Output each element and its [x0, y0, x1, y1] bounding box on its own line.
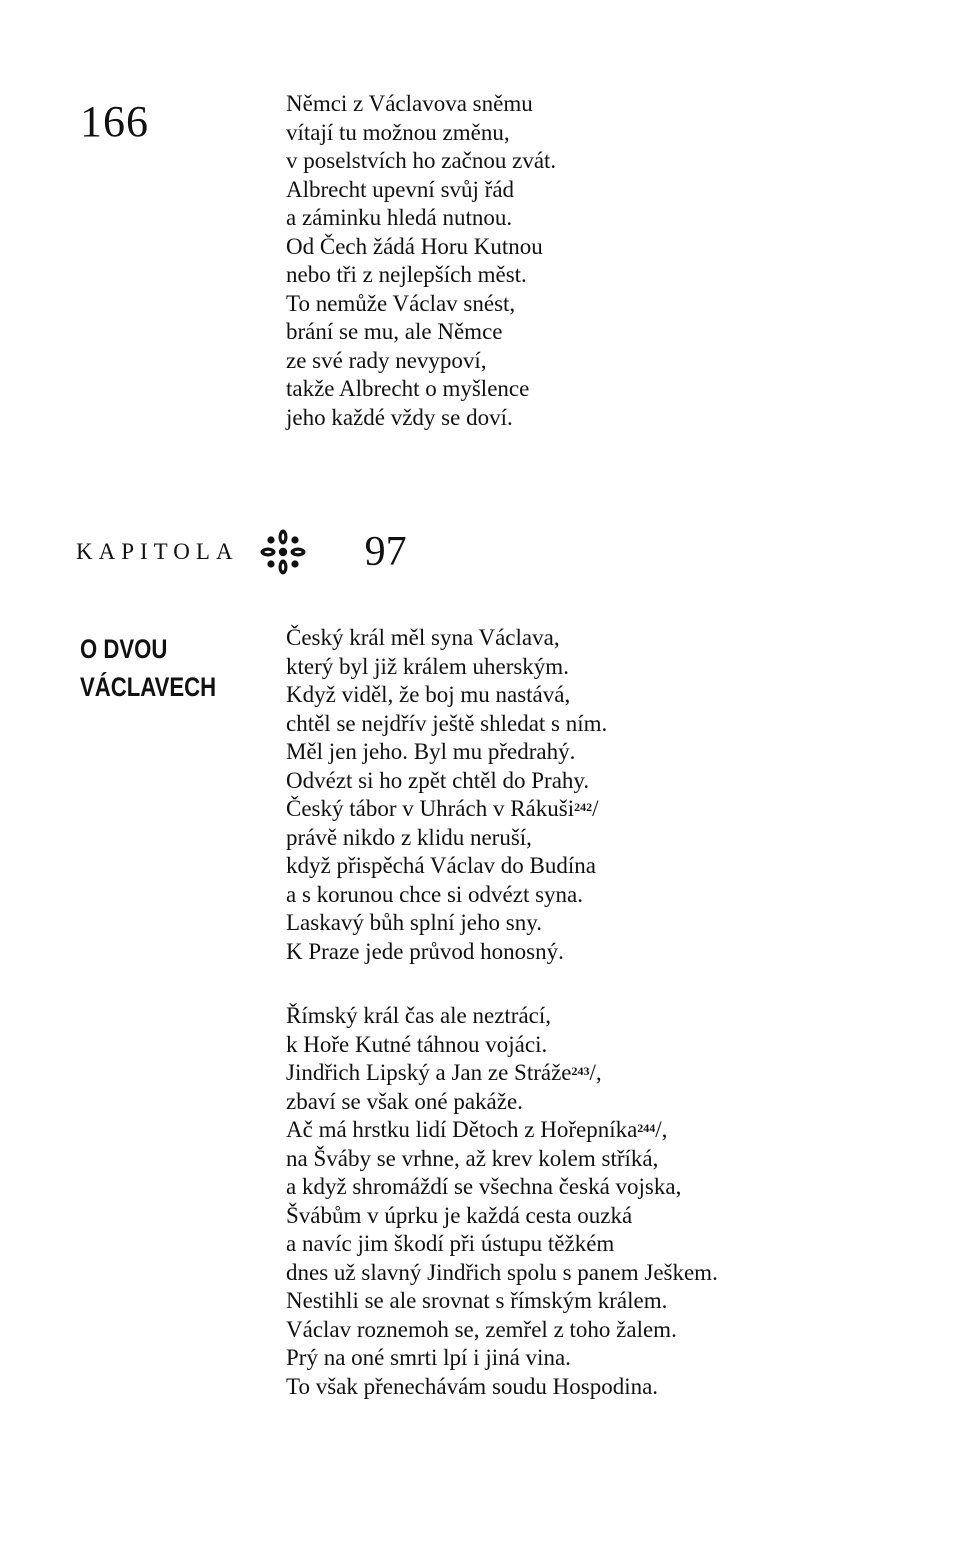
verse-line: To nemůže Václav snést,	[286, 290, 516, 316]
footnote-marker[interactable]: 243	[571, 1064, 590, 1078]
verse-line: vítají tu možnou změnu,	[286, 119, 510, 145]
verse-line: jeho každé vždy se doví.	[286, 404, 513, 430]
verse-text: a navíc jim škodí při ústupu těžkém	[286, 1231, 615, 1256]
stanza-1	[286, 624, 607, 966]
verse-line	[286, 1059, 718, 1088]
flower-ornament-icon	[259, 528, 307, 576]
verse-line	[286, 1373, 718, 1402]
verse-text: Český král měl syna Václava,	[286, 625, 560, 650]
verse-punctuation: /	[592, 796, 599, 821]
verse-line: Němci z Václavova sněmu	[286, 91, 533, 116]
verse-punctuation: /,	[589, 1060, 602, 1085]
verse-line	[286, 1145, 718, 1174]
verse-text: Laskavý bůh splní jeho sny.	[286, 910, 542, 935]
verse-line: a záminku hledá nutnou.	[286, 205, 513, 230]
chapter-title-line: VÁCLAVECH	[80, 672, 217, 702]
verse-line: takže Albrecht o myšlence	[286, 376, 530, 401]
verse-text: Prý na oné smrti lpí i jiná vina.	[286, 1345, 571, 1370]
verse-text: K Praze jede průvod honosný.	[286, 938, 564, 964]
verse-text: Český tábor v Uhrách v Rákuši	[286, 796, 575, 821]
verse-text: dnes už slavný Jindřich spolu s panem Ješkem.	[286, 1259, 718, 1285]
verse-line	[286, 1002, 718, 1031]
verse-text: Měl jen jeho. Byl mu předrahý.	[286, 739, 576, 764]
verse-line	[286, 1259, 718, 1288]
verse-text: a s korunou chce si odvézt syna.	[286, 881, 584, 907]
verse-line	[286, 881, 607, 910]
verse-text: právě nikdo z klidu neruší,	[286, 824, 532, 850]
verse-line	[286, 1173, 718, 1202]
verse-line	[286, 1031, 718, 1060]
verse-text: na Šváby se vrhne, až krev kolem stříká,	[286, 1145, 659, 1171]
verse-line	[286, 681, 607, 710]
verse-text: a když shromáždí se všechna česká vojska,	[286, 1174, 682, 1199]
verse-line	[286, 795, 607, 824]
verse-line: Albrecht upevní svůj řád	[286, 176, 515, 202]
verse-text: Ač má hrstku lidí Dětoch z Hořepníka	[286, 1117, 638, 1142]
stanza-top	[286, 90, 556, 432]
verse-line	[286, 938, 607, 967]
verse-line	[286, 1316, 718, 1345]
verse-line	[286, 653, 607, 682]
verse-line	[286, 1230, 718, 1259]
verse-text: když přispěchá Václav do Budína	[286, 853, 596, 878]
verse-line	[286, 852, 607, 881]
verse-line: v poselstvích ho začnou zvát.	[286, 148, 557, 173]
verse-line	[286, 710, 607, 739]
verse-line	[286, 1344, 718, 1373]
chapter-heading	[76, 522, 407, 582]
verse-line: nebo tři z nejlepších měst.	[286, 262, 527, 287]
verse-text: zbaví se však oné pakáže.	[286, 1088, 523, 1114]
verse-line: ze své rady nevypoví,	[286, 347, 487, 373]
verse-line	[286, 767, 607, 796]
verse-line: brání se mu, ale Němce	[286, 319, 503, 344]
verse-line	[286, 1287, 718, 1316]
verse-line	[286, 1202, 718, 1231]
verse-text: který byl již králem uherským.	[286, 653, 569, 679]
verse-text: Když viděl, že boj mu nastává,	[286, 682, 571, 707]
page-number: 166	[80, 97, 149, 146]
verse-line	[286, 1088, 718, 1117]
verse-text: Římský král čas ale neztrácí,	[286, 1003, 552, 1028]
verse-text: Jindřich Lipský a Jan ze Stráže	[286, 1060, 572, 1085]
verse-line	[286, 1116, 718, 1145]
verse-text: Odvézt si ho zpět chtěl do Prahy.	[286, 767, 590, 793]
verse-text: Václav roznemoh se, zemřel z toho žalem.	[286, 1316, 677, 1342]
footnote-marker[interactable]: 242	[574, 800, 593, 814]
verse-line	[286, 738, 607, 767]
verse-text: To však přenechávám soudu Hospodina.	[286, 1373, 659, 1399]
verse-text: Švábům v úprku je každá cesta ouzká	[286, 1202, 633, 1228]
chapter-number: 97	[364, 529, 407, 575]
chapter-label: KAPITOLA	[76, 539, 239, 564]
chapter-title-line: O DVOU	[80, 634, 168, 664]
verse-line	[286, 909, 607, 938]
verse-line	[286, 824, 607, 853]
verse-line: Od Čech žádá Horu Kutnou	[286, 233, 543, 259]
verse-punctuation: /,	[655, 1117, 668, 1142]
stanza-2	[286, 1002, 718, 1401]
verse-text: chtěl se nejdřív ještě shledat s ním.	[286, 710, 608, 736]
footnote-marker[interactable]: 244	[637, 1121, 656, 1135]
verse-line	[286, 624, 607, 653]
verse-text: k Hoře Kutné táhnou vojáci.	[286, 1031, 548, 1057]
chapter-title	[80, 630, 216, 706]
verse-text: Nestihli se ale srovnat s římským králem.	[286, 1288, 668, 1313]
